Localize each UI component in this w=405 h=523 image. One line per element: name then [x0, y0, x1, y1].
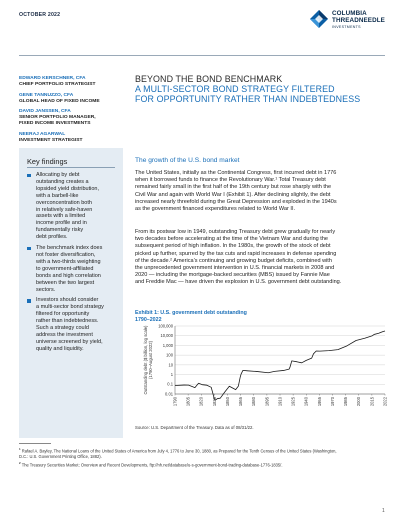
- x-tick-label: 1790: [172, 397, 178, 407]
- finding-line: outstanding creates a: [36, 178, 89, 185]
- report-date: OCTOBER 2022: [19, 12, 61, 18]
- x-tick-label: 1985: [343, 397, 349, 407]
- y-tick-label: 100,000: [158, 323, 173, 329]
- author-title: SENIOR PORTFOLIO MANAGER,: [19, 115, 96, 121]
- page-number: 1: [382, 508, 385, 514]
- y-tick-label: 0.01: [165, 391, 173, 397]
- finding-line: overconcentration both: [36, 199, 92, 206]
- footnotes: [19, 447, 385, 471]
- author-title: INVESTMENT STRATEGIST: [19, 137, 83, 143]
- author-entry: [19, 132, 119, 144]
- x-tick-label: 1940: [303, 397, 309, 407]
- author-name: EDWARD KERSCHNER, CFA: [19, 76, 86, 81]
- author-name: GENE TANNUZZO, CFA: [19, 92, 74, 98]
- x-tick-label: 2015: [369, 397, 375, 407]
- finding-line: debt profiles.: [36, 234, 68, 241]
- debt-chart-svg: [135, 322, 393, 418]
- y-tick-label: 10: [168, 362, 173, 368]
- x-tick-label: 2022: [382, 397, 388, 407]
- key-finding-item: [27, 297, 119, 352]
- paragraph-line: remained fairly small in the first half of the 19th century but rose sharply with the: [135, 184, 332, 191]
- y-tick-label: 0.1: [167, 381, 173, 387]
- finding-line: quality and liquidity.: [36, 345, 84, 352]
- x-tick-label: 2000: [356, 397, 362, 407]
- x-tick-label: 1805: [185, 397, 191, 407]
- paragraph-line: when it borrowed funds to finance the Revolutionary War.¹ Total Treasury debt: [135, 177, 326, 184]
- logo-line-1: COLUMBIA: [332, 10, 367, 17]
- paragraph-line: subsequent period of high inflation. In the 1980s, the growth of the stock of debt: [135, 243, 331, 250]
- x-tick-label: 1835: [211, 397, 217, 407]
- header-divider: [19, 55, 385, 56]
- finding-line: filtered for opportunity: [36, 311, 90, 318]
- x-tick-label: 1880: [251, 397, 257, 407]
- finding-line: between the two largest: [36, 279, 95, 286]
- author-title: CHIEF PORTFOLIO STRATEGIST: [19, 82, 96, 87]
- author-name: NEERAJ AGARWAL: [19, 131, 66, 137]
- finding-line: bonds and high correlation: [36, 272, 101, 279]
- finding-line: Investors should consider: [36, 297, 99, 304]
- key-findings-title: Key findings: [27, 157, 68, 166]
- paragraph-line: Civil War and again with World War I (Exhibit 1). After declining slightly, the debt: [135, 191, 331, 198]
- finding-line: Allocating by debt: [36, 172, 80, 178]
- y-tick-label: 1,000: [162, 342, 173, 348]
- finding-line: not foster diversification,: [36, 251, 96, 258]
- logo-wordmark: [332, 11, 385, 25]
- paragraph-line: The United States, initially as the Continental Congress, first incurred debt in 1776: [135, 170, 337, 176]
- footnote-number: 2: [19, 461, 21, 466]
- square-bullet-icon: [27, 299, 31, 303]
- exhibit-subtitle-line: 1790–2022: [135, 316, 162, 323]
- key-findings-divider: [27, 167, 115, 168]
- x-tick-label: 1850: [224, 397, 230, 407]
- x-tick-label: 1865: [238, 397, 244, 407]
- paragraph-line: as the government financed expenditures related to World War II.: [135, 206, 296, 213]
- finding-line: in relatively safe-haven: [36, 206, 93, 213]
- finding-line: universe screened by yield,: [36, 338, 103, 345]
- body-paragraph: [135, 229, 393, 287]
- finding-line: Such a strategy could: [36, 325, 89, 332]
- square-bullet-icon: [27, 174, 31, 178]
- x-tick-label: 1820: [198, 397, 204, 407]
- paragraph-line: the unprecedented government intervention in U.S. financial markets in 2008 and: [135, 265, 335, 272]
- y-tick-label: 1: [170, 371, 173, 377]
- finding-line: lopsided yield distribution,: [36, 185, 99, 192]
- square-bullet-icon: [27, 247, 31, 251]
- subtitle-line: FOR OPPORTUNITY RATHER THAN INDEBTEDNESS: [135, 93, 361, 104]
- finding-line: fundamentally risky: [36, 227, 84, 234]
- logo-subtext: INVESTMENTS: [332, 25, 361, 29]
- key-finding-item: [27, 245, 119, 293]
- finding-line: a multi-sector bond strategy: [36, 304, 104, 311]
- logo-line-2: THREADNEEDLE: [332, 16, 385, 24]
- paragraph-line: of the decade.² America’s continuing and growing budget deficits, combined with: [135, 257, 332, 264]
- logo-mark-icon: [310, 10, 328, 28]
- body-paragraph: [135, 170, 393, 213]
- finding-line: with a barbell-like: [36, 192, 79, 199]
- author-title: FIXED INCOME INVESTMENTS: [19, 120, 91, 126]
- author-name: DAVID JANSSEN, CFA: [19, 109, 71, 115]
- author-title: GLOBAL HEAD OF FIXED INCOME: [19, 98, 100, 104]
- x-tick-label: 1925: [290, 397, 296, 407]
- paragraph-line: two decades before accelerating at the time of the Vietnam War and during the: [135, 236, 329, 243]
- y-axis-title: Outstanding debt ($ billion, log scale): [143, 325, 148, 395]
- subtitle-line: A MULTI-SECTOR BOND STRATEGY FILTERED: [135, 84, 335, 94]
- author-entry: [19, 93, 119, 105]
- finding-line: assets with a limited: [36, 213, 86, 220]
- x-tick-label: 1895: [264, 397, 270, 407]
- finding-line: to government-affiliated: [36, 265, 94, 272]
- paragraph-line: increased nearly threefold during the Great Depression and exploded in the 1940s: [135, 198, 337, 205]
- footnote-text: The Treasury Securities Market: Overview and Recent Developments, ftp://nh.net/database/u-s-government-bond-trading-database-1776-1835/.: [21, 462, 283, 468]
- x-tick-label: 1910: [277, 397, 283, 407]
- key-finding-item: [27, 172, 119, 241]
- key-findings-box: [19, 148, 123, 438]
- author-list: [19, 76, 119, 148]
- finding-line: income profile and in: [36, 220, 87, 227]
- paragraph-line: and Freddie Mac — have driven the explosion in U.S. government debt outstanding.: [135, 279, 342, 286]
- debt-chart: [135, 322, 393, 418]
- footnote: [19, 461, 385, 468]
- x-tick-label: 1970: [329, 397, 335, 407]
- paragraph-line: 2020 — including the mortgage-backed securities (MBS) issued by Fannie Mae: [135, 272, 330, 279]
- finding-line: with a two-thirds weighting: [36, 258, 101, 265]
- footnote-text: D.C.: U.S. Government Printing Office, 1882).: [19, 453, 102, 459]
- exhibit-title-line: Exhibit 1: U.S. government debt outstanding: [135, 310, 247, 316]
- finding-line: sectors.: [36, 286, 56, 293]
- y-tick-label: 10,000: [160, 333, 173, 339]
- debt-series-line: [175, 331, 385, 400]
- finding-line: rather than indebtedness.: [36, 318, 99, 325]
- footnote: [19, 447, 385, 459]
- company-logo[interactable]: [310, 10, 392, 36]
- author-entry: [19, 76, 119, 88]
- x-tick-label: 1955: [316, 397, 322, 407]
- finding-line: address the investment: [36, 331, 93, 338]
- section-heading: The growth of the U.S. bond market: [135, 157, 240, 164]
- key-findings-list: [27, 172, 119, 357]
- paragraph-line: From its postwar low in 1949, outstanding Treasury debt grew gradually for nearly: [135, 229, 336, 235]
- paragraph-line: picked up further, spurred by the tax cuts and rapid increases in defense spending: [135, 250, 337, 257]
- exhibit-source: Source: U.S. Department of the Treasury. Data as of 08/31/22.: [135, 425, 254, 430]
- finding-line: The benchmark index does: [36, 245, 103, 252]
- author-entry: [19, 109, 119, 127]
- footnote-number: 1: [19, 447, 21, 451]
- footnote-text: Rafael A. Bayley, The National Loans of the United States of America from July 4, 1776 to June 30, 1880, as Prepared for the Tenth Census of the United States (Washington,: [21, 448, 337, 454]
- y-axis-title: (1790–August 2022): [148, 341, 153, 379]
- page-subtitle: [135, 85, 395, 104]
- page-title: BEYOND THE BOND BENCHMARK: [135, 74, 283, 84]
- y-tick-label: 100: [166, 352, 173, 358]
- footnote-divider: [19, 443, 51, 444]
